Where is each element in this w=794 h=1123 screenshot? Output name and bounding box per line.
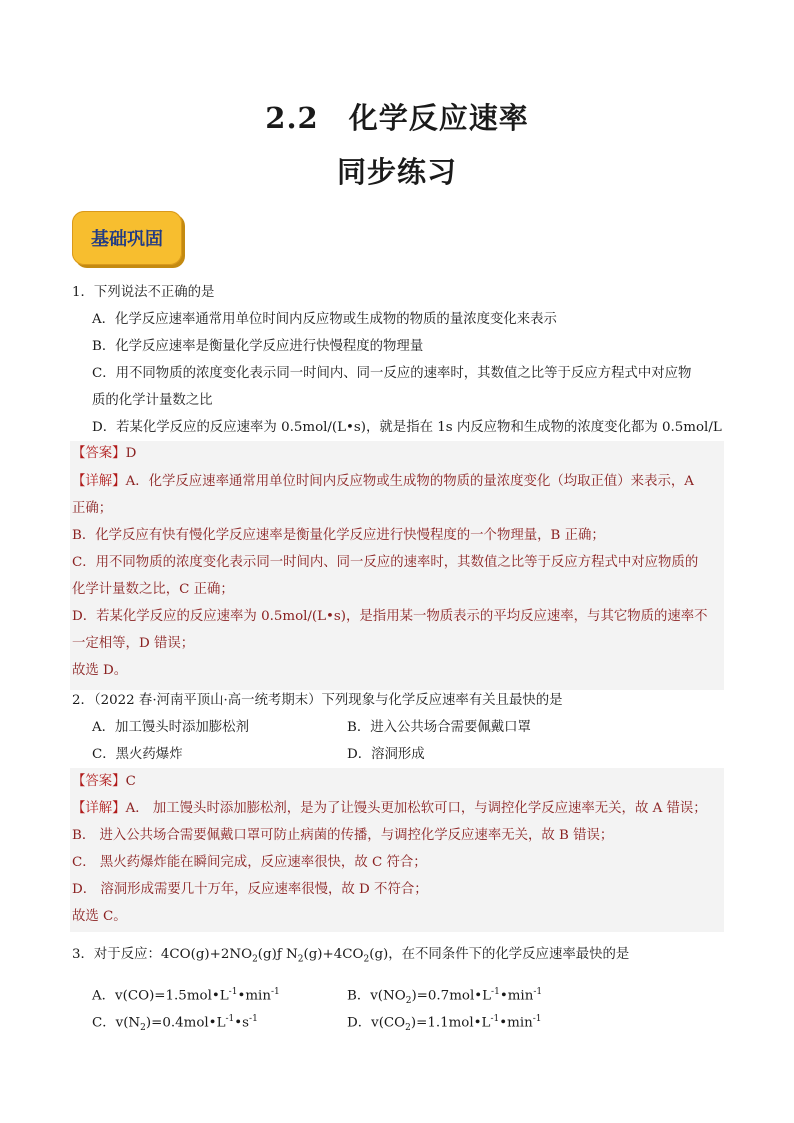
section-badge (72, 211, 182, 265)
q3-option-b: B．$v(NO_2)=0.7mol•L^{-1}•\min^{-1}$ (347, 987, 543, 1007)
detail-text: A．化学反应速率通常用单位时间内反应物或生成物的物质的量浓度变化（均取正值）来表示，A (125, 474, 694, 489)
question-3-stem: 3．对于反应：$4CO(g)+2NO_2(g)ƒ$ $N_2(g)+4CO_2(g)$，在不同条件下的化学反应速率最快的是 (72, 947, 630, 965)
q1-option-c-cont: 质的化学计量数之比 (92, 393, 213, 408)
q1-answer (72, 445, 136, 463)
question-1-stem: 1．下列说法不正确的是 (72, 285, 215, 300)
q1-detail-line: 正确； (72, 501, 113, 516)
q3-option-c: C．$v(N_2)=0.4mol•L^{-1}•s^{-1}$ (92, 1014, 258, 1034)
answer-value: D (125, 446, 137, 461)
q1-option-a: A．化学反应速率通常用单位时间内反应物或生成物的物质的量浓度变化来表示 (92, 312, 557, 327)
q1-detail-line: 一定相等，D 错误； (72, 636, 195, 651)
q2-option-c: C．黑火药爆炸 (92, 747, 183, 762)
q3-option-d: D．$v(CO_2)=1.1mol•L^{-1}•\min^{-1}$ (347, 1014, 542, 1034)
page-subtitle: 同步练习 (336, 155, 457, 189)
q2-answer-panel (70, 768, 724, 932)
q1-detail-line: B．化学反应有快有慢化学反应速率是衡量化学反应进行快慢程度的一个物理量，B 正确； (72, 528, 605, 543)
question-2-stem: 2．（2022 春·河南平顶山·高一统考期末）下列现象与化学反应速率有关且最快的是 (72, 693, 563, 708)
section-badge-label: 基础巩固 (91, 229, 163, 250)
q2-answer (72, 773, 136, 791)
q2-option-b: B．进入公共场合需要佩戴口罩 (347, 720, 531, 735)
detail-label: 【详解】 (72, 474, 126, 489)
q1-detail-line: 化学计量数之比，C 正确； (72, 582, 234, 597)
q1-detail-line: D．若某化学反应的反应速率为 0.5mol/(L•s)，是指用某一物质表示的平均反应速率，与其它物质的速率不 (72, 609, 708, 624)
q2-option-a: A．加工馒头时添加膨松剂 (92, 720, 249, 735)
q2-detail-line: B． 进入公共场合需要佩戴口罩可防止病菌的传播，与调控化学反应速率无关，故 B 错误； (72, 828, 614, 843)
q2-detail-line (72, 800, 707, 818)
q1-detail-line (72, 473, 694, 491)
q2-detail-line: 故选 C。 (72, 909, 127, 924)
q1-detail-line: C．用不同物质的浓度变化表示同一时间内、同一反应的速率时，其数值之比等于反应方程式中对应物质的 (72, 555, 699, 570)
q1-option-d: D．若某化学反应的反应速率为 0.5mol/(L•s)，就是指在 1s 内反应物和生成物的浓度变化都为 0.5mol/L (92, 420, 722, 435)
q1-option-b: B．化学反应速率是衡量化学反应进行快慢程度的物理量 (92, 339, 424, 354)
detail-label: 【详解】 (72, 801, 126, 816)
answer-value: C (125, 774, 136, 789)
answer-label: 【答案】 (72, 774, 126, 789)
page-title: 2.2 化学反应速率 (265, 101, 529, 135)
q2-option-d: D．溶洞形成 (347, 747, 425, 762)
detail-text: A． 加工馒头时添加膨松剂，是为了让馒头更加松软可口，与调控化学反应速率无关，故 A 错误； (125, 801, 707, 816)
q2-detail-line: C． 黑火药爆炸能在瞬间完成，反应速率很快，故 C 符合； (72, 855, 427, 870)
answer-label: 【答案】 (72, 446, 126, 461)
q3-option-a: A．$v(CO)=1.5mol•L^{-1}•\min^{-1}$ (92, 987, 280, 1004)
q1-option-c: C．用不同物质的浓度变化表示同一时间内、同一反应的速率时，其数值之比等于反应方程式中对应物 (92, 366, 692, 381)
q1-detail-line: 故选 D。 (72, 663, 128, 678)
q2-detail-line: D． 溶洞形成需要几十万年，反应速率很慢，故 D 不符合； (72, 882, 428, 897)
